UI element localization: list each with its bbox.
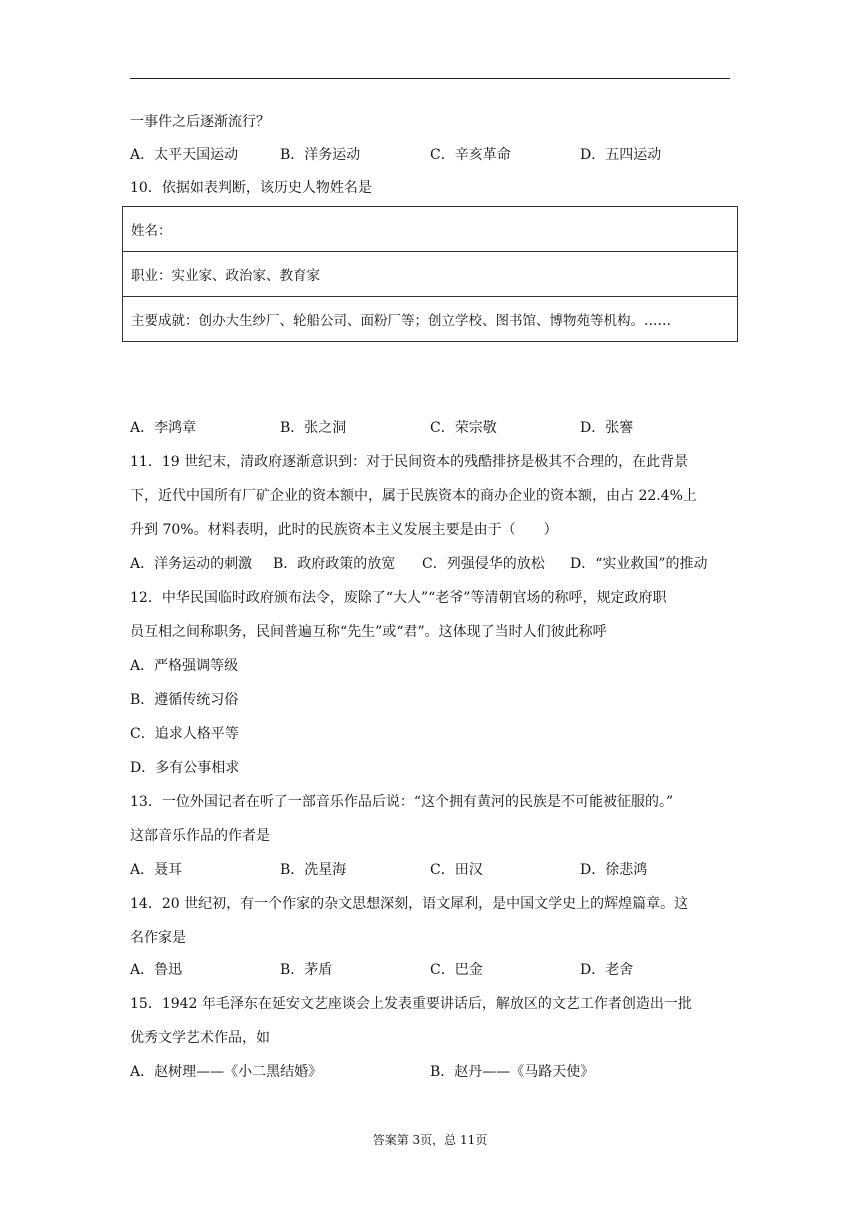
q10-info-table bbox=[122, 206, 738, 342]
q14-option-d[interactable]: D．老舍 bbox=[580, 962, 634, 978]
q9-option-c[interactable]: C．辛亥革命 bbox=[430, 147, 511, 163]
q9-option-b[interactable]: B．洋务运动 bbox=[280, 147, 361, 163]
q15-option-b[interactable]: B．赵丹——《马路天使》 bbox=[430, 1064, 595, 1080]
q12-option-c[interactable]: C．追求人格平等 bbox=[130, 726, 239, 742]
q12-stem-line-1: 12．中华民国临时政府颁布法令，废除了“大人”“老爷”等清朝官场的称呼，规定政府职 bbox=[130, 590, 667, 606]
q11-option-a[interactable]: A．洋务运动的刺激 bbox=[130, 556, 253, 572]
q13-option-a[interactable]: A．聂耳 bbox=[130, 862, 183, 878]
q10-stem: 10．依据如表判断，该历史人物姓名是 bbox=[130, 180, 372, 196]
q14-option-a[interactable]: A．鲁迅 bbox=[130, 962, 183, 978]
q9-option-d[interactable]: D．五四运动 bbox=[580, 147, 662, 163]
q15-option-a[interactable]: A．赵树理——《小二黑结婚》 bbox=[130, 1064, 323, 1080]
q11-stem-line-3: 升到 70%。材料表明，此时的民族资本主义发展主要是由于（ ） bbox=[130, 522, 558, 538]
q13-option-d[interactable]: D．徐悲鸿 bbox=[580, 862, 648, 878]
q11-option-b[interactable]: B．政府政策的放宽 bbox=[273, 556, 396, 572]
q14-option-b[interactable]: B．茅盾 bbox=[280, 962, 333, 978]
q14-option-c[interactable]: C．巴金 bbox=[430, 962, 483, 978]
q13-stem-line-2: 这部音乐作品的作者是 bbox=[130, 828, 270, 844]
page-footer: 答案第 3页，总 11页 bbox=[372, 1133, 488, 1147]
q13-stem-line-1: 13．一位外国记者在听了一部音乐作品后说：“这个拥有黄河的民族是不可能被征服的。” bbox=[130, 794, 674, 810]
table-row bbox=[123, 207, 738, 252]
table-row bbox=[123, 252, 738, 297]
q10-option-c[interactable]: C．荣宗敬 bbox=[430, 420, 497, 436]
q14-stem-line-2: 名作家是 bbox=[130, 930, 186, 946]
q10-option-d[interactable]: D．张謇 bbox=[580, 420, 634, 436]
q12-option-d[interactable]: D．多有公事相求 bbox=[130, 760, 240, 776]
q15-stem-line-2: 优秀文学艺术作品，如 bbox=[130, 1030, 270, 1046]
table-row bbox=[123, 297, 738, 342]
q11-option-d[interactable]: D．“实业救国”的推动 bbox=[570, 556, 708, 572]
header-rule bbox=[130, 78, 730, 79]
q13-option-c[interactable]: C．田汉 bbox=[430, 862, 483, 878]
table-cell-name: 姓名： bbox=[123, 207, 738, 252]
q11-stem-line-2: 下，近代中国所有厂矿企业的资本额中，属于民族资本的商办企业的资本额，由占 22.4%上 bbox=[130, 488, 697, 504]
q13-option-b[interactable]: B．冼星海 bbox=[280, 862, 347, 878]
table-cell-occupation: 职业：实业家、政治家、教育家 bbox=[123, 252, 738, 297]
q10-option-a[interactable]: A．李鸿章 bbox=[130, 420, 197, 436]
q11-stem-line-1: 11．19 世纪末，清政府逐渐意识到：对于民间资本的残酷排挤是极其不合理的，在此背景 bbox=[130, 454, 689, 470]
q12-option-b[interactable]: B．遵循传统习俗 bbox=[130, 692, 239, 708]
table-cell-achievements: 主要成就：创办大生纱厂、轮船公司、面粉厂等；创立学校、图书馆、博物苑等机构。…… bbox=[123, 297, 738, 342]
q9-option-a[interactable]: A．太平天国运动 bbox=[130, 147, 239, 163]
q11-option-c[interactable]: C．列强侵华的放松 bbox=[422, 556, 545, 572]
q12-option-a[interactable]: A．严格强调等级 bbox=[130, 658, 239, 674]
q14-stem-line-1: 14．20 世纪初，有一个作家的杂文思想深刻，语文犀利，是中国文学史上的辉煌篇章。这 bbox=[130, 896, 689, 912]
q12-stem-line-2: 员互相之间称职务，民间普遍互称“先生”或“君”。这体现了当时人们彼此称呼 bbox=[130, 624, 607, 640]
q15-stem-line-1: 15．1942 年毛泽东在延安文艺座谈会上发表重要讲话后，解放区的文艺工作者创造出一批 bbox=[130, 996, 692, 1012]
q10-option-b[interactable]: B．张之洞 bbox=[280, 420, 347, 436]
q9-stem-fragment: 一事件之后逐渐流行？ bbox=[130, 114, 270, 130]
